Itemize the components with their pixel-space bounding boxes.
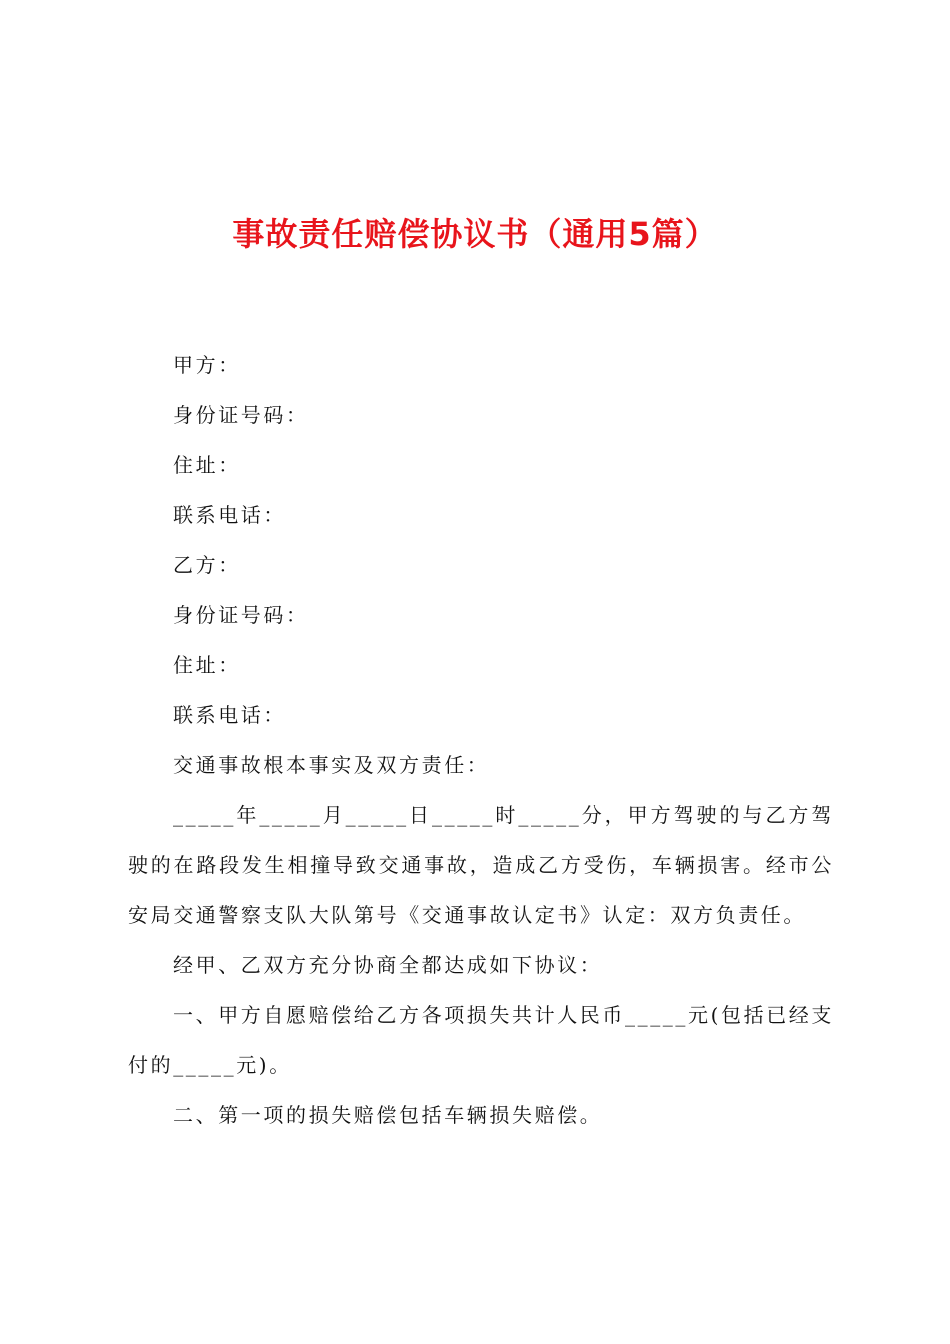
accident-facts-paragraph: _____年_____月_____日_____时_____分，甲方驾驶的与乙方驾驶的在路段发生相撞导致交通事故，造成乙方受伤，车辆损害。经市公安局交通警察支队大队第号《交通事故认定书》认定：双方负责任。 bbox=[128, 803, 834, 927]
party-b-label: 乙方： bbox=[173, 553, 241, 577]
party-a-id-number: 身份证号码： bbox=[173, 403, 309, 427]
party-a-label: 甲方： bbox=[173, 353, 241, 377]
accident-facts-heading: 交通事故根本事实及双方责任： bbox=[173, 753, 490, 777]
clause-one: 一、甲方自愿赔偿给乙方各项损失共计人民币_____元(包括已经支付的_____元)。 bbox=[128, 1003, 835, 1077]
document-body bbox=[128, 340, 834, 1140]
party-a-address: 住址： bbox=[173, 453, 241, 477]
party-b-address: 住址： bbox=[173, 653, 241, 677]
party-a-phone: 联系电话： bbox=[173, 503, 286, 527]
party-b-id-number: 身份证号码： bbox=[173, 603, 309, 627]
document-title: 事故责任赔偿协议书（通用5篇） bbox=[232, 215, 718, 253]
clause-two: 二、第一项的损失赔偿包括车辆损失赔偿。 bbox=[173, 1103, 603, 1127]
agreement-intro: 经甲、乙双方充分协商全都达成如下协议： bbox=[173, 953, 603, 977]
party-b-phone: 联系电话： bbox=[173, 703, 286, 727]
